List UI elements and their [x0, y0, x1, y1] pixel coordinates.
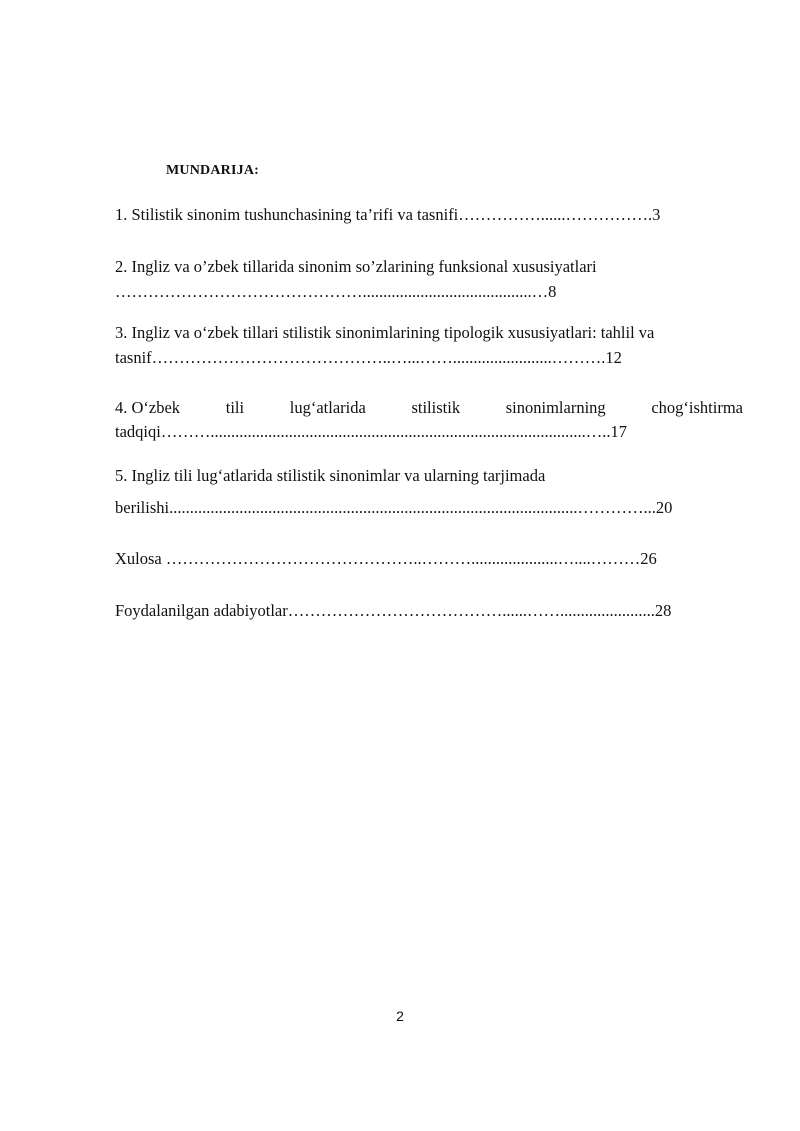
toc-entry-1: 1. Stilistik sinonim tushunchasining ta’rifi va tasnifi……………......…………….3: [115, 205, 661, 224]
toc-entry-2-line-2: ……………………………………….........................................…8: [115, 282, 557, 301]
toc-entry-3-line-2: tasnif……………………………………..…...……........................……….12: [115, 348, 622, 367]
toc-entry-4-word: stilistik: [411, 398, 461, 417]
toc-entry-4-word: tili: [225, 398, 245, 417]
contents-heading: MUNDARIJA:: [166, 163, 259, 178]
toc-entry-2-line-1: 2. Ingliz va o’zbek tillarida sinonim so’zlarining funksional xususiyatlari: [115, 257, 597, 276]
toc-entry-conclusion: Xulosa ………………………………………..……….....................…....………26: [115, 549, 657, 568]
toc-entry-5-line-2: berilishi...................................................................................................…………...20: [115, 498, 673, 517]
page-number: 2: [396, 1008, 404, 1024]
toc-entry-4-line-1: [115, 398, 743, 418]
toc-entry-references: Foydalanilgan adabiyotlar…………………………………......…….......................28: [115, 601, 672, 620]
toc-entry-4-line-2: tadqiqi………...........................................................................................…..17: [115, 422, 627, 441]
toc-entry-5-line-1: 5. Ingliz tili lug‘atlarida stilistik sinonimlar va ularning tarjimada: [115, 466, 546, 485]
toc-entry-4-word: lug‘atlarida: [289, 398, 366, 417]
toc-entry-4-word: 4. O‘zbek: [115, 398, 181, 417]
toc-entry-4-word: chog‘ishtirma: [651, 398, 743, 417]
toc-entry-3-line-1: 3. Ingliz va o‘zbek tillari stilistik sinonimlarining tipologik xususiyatlari: tahlil va: [115, 323, 655, 342]
toc-entry-4-word: sinonimlarning: [505, 398, 606, 417]
